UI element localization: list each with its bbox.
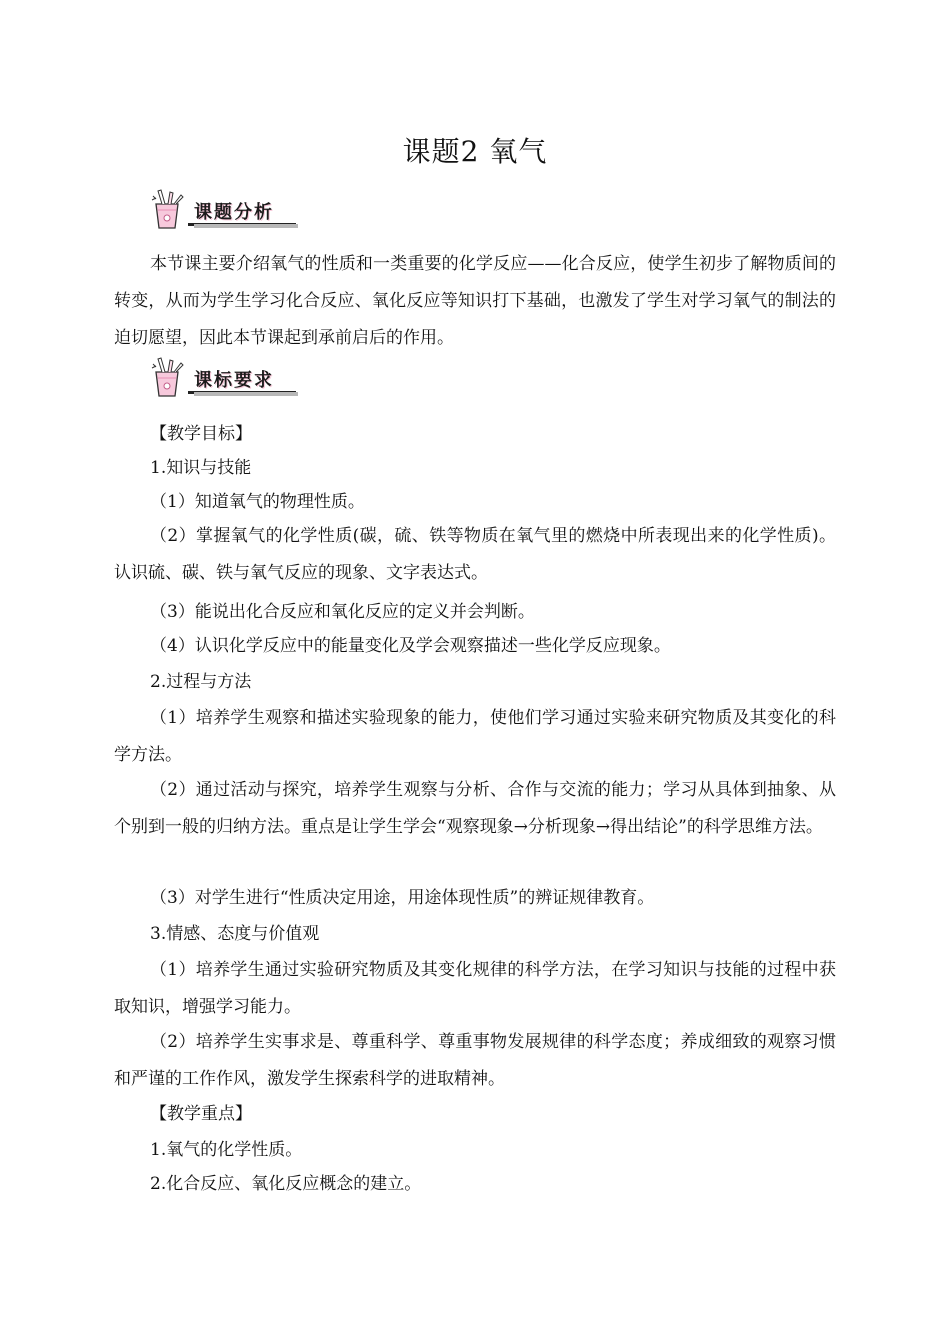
section-banner-standards — [148, 356, 298, 400]
banner-analysis-text: 课题分析 — [194, 202, 274, 223]
analysis-paragraph: 本节课主要介绍氧气的性质和一类重要的化学反应——化合反应，使学生初步了解物质间的转变，从而为学生学习化合反应、氧化反应等知识打下基础，也激发了学生对学习氧气的制法的迫切愿望，因此本节课起到承前启后的作用。 — [114, 254, 836, 348]
process-item: （1）培养学生观察和描述实验现象的能力，使他们学习通过实验来研究物质及其变化的科学方法。 — [114, 708, 836, 765]
banner-label-box — [188, 368, 296, 394]
process-item: （2）通过活动与探究，培养学生观察与分析、合作与交流的能力；学习从具体到抽象、从个别到一般的归纳方法。重点是让学生学会“观察现象→分析现象→得出结论”的科学思维方法。 — [114, 780, 836, 837]
emotion-heading: 3.情感、态度与价值观 — [150, 924, 320, 944]
banner-underline — [194, 224, 298, 228]
knowledge-item: （1）知道氧气的物理性质。 — [150, 492, 365, 512]
key-point-item: 2.化合反应、氧化反应概念的建立。 — [150, 1174, 422, 1194]
banner-standards-text: 课标要求 — [194, 370, 274, 391]
emotion-item: （1）培养学生通过实验研究物质及其变化规律的科学方法，在学习知识与技能的过程中获取知识，增强学习能力。 — [114, 960, 836, 1017]
goals-heading: 【教学目标】 — [150, 424, 252, 444]
knowledge-item: （2）掌握氧气的化学性质(碳，硫、铁等物质在氧气里的燃烧中所表现出来的化学性质)。认识硫、碳、铁与氧气反应的现象、文字表达式。 — [114, 526, 836, 583]
section-banner-analysis — [148, 188, 298, 232]
pencil-cup-icon — [148, 356, 192, 400]
banner-label-box — [188, 200, 296, 226]
knowledge-heading: 1.知识与技能 — [150, 458, 252, 478]
knowledge-item: （3）能说出化合反应和氧化反应的定义并会判断。 — [150, 602, 535, 622]
key-points-heading: 【教学重点】 — [150, 1104, 252, 1124]
process-item: （3）对学生进行“性质决定用途，用途体现性质”的辨证规律教育。 — [150, 888, 655, 908]
process-heading: 2.过程与方法 — [150, 672, 252, 692]
knowledge-item: （4）认识化学反应中的能量变化及学会观察描述一些化学反应现象。 — [150, 636, 671, 656]
key-point-item: 1.氧气的化学性质。 — [150, 1140, 303, 1160]
banner-underline — [194, 392, 298, 396]
emotion-item: （2）培养学生实事求是、尊重科学、尊重事物发展规律的科学态度；养成细致的观察习惯和严谨的工作作风，激发学生探索科学的进取精神。 — [114, 1032, 836, 1089]
pencil-cup-icon — [148, 188, 192, 232]
page-title: 课题2 氧气 — [402, 135, 548, 168]
